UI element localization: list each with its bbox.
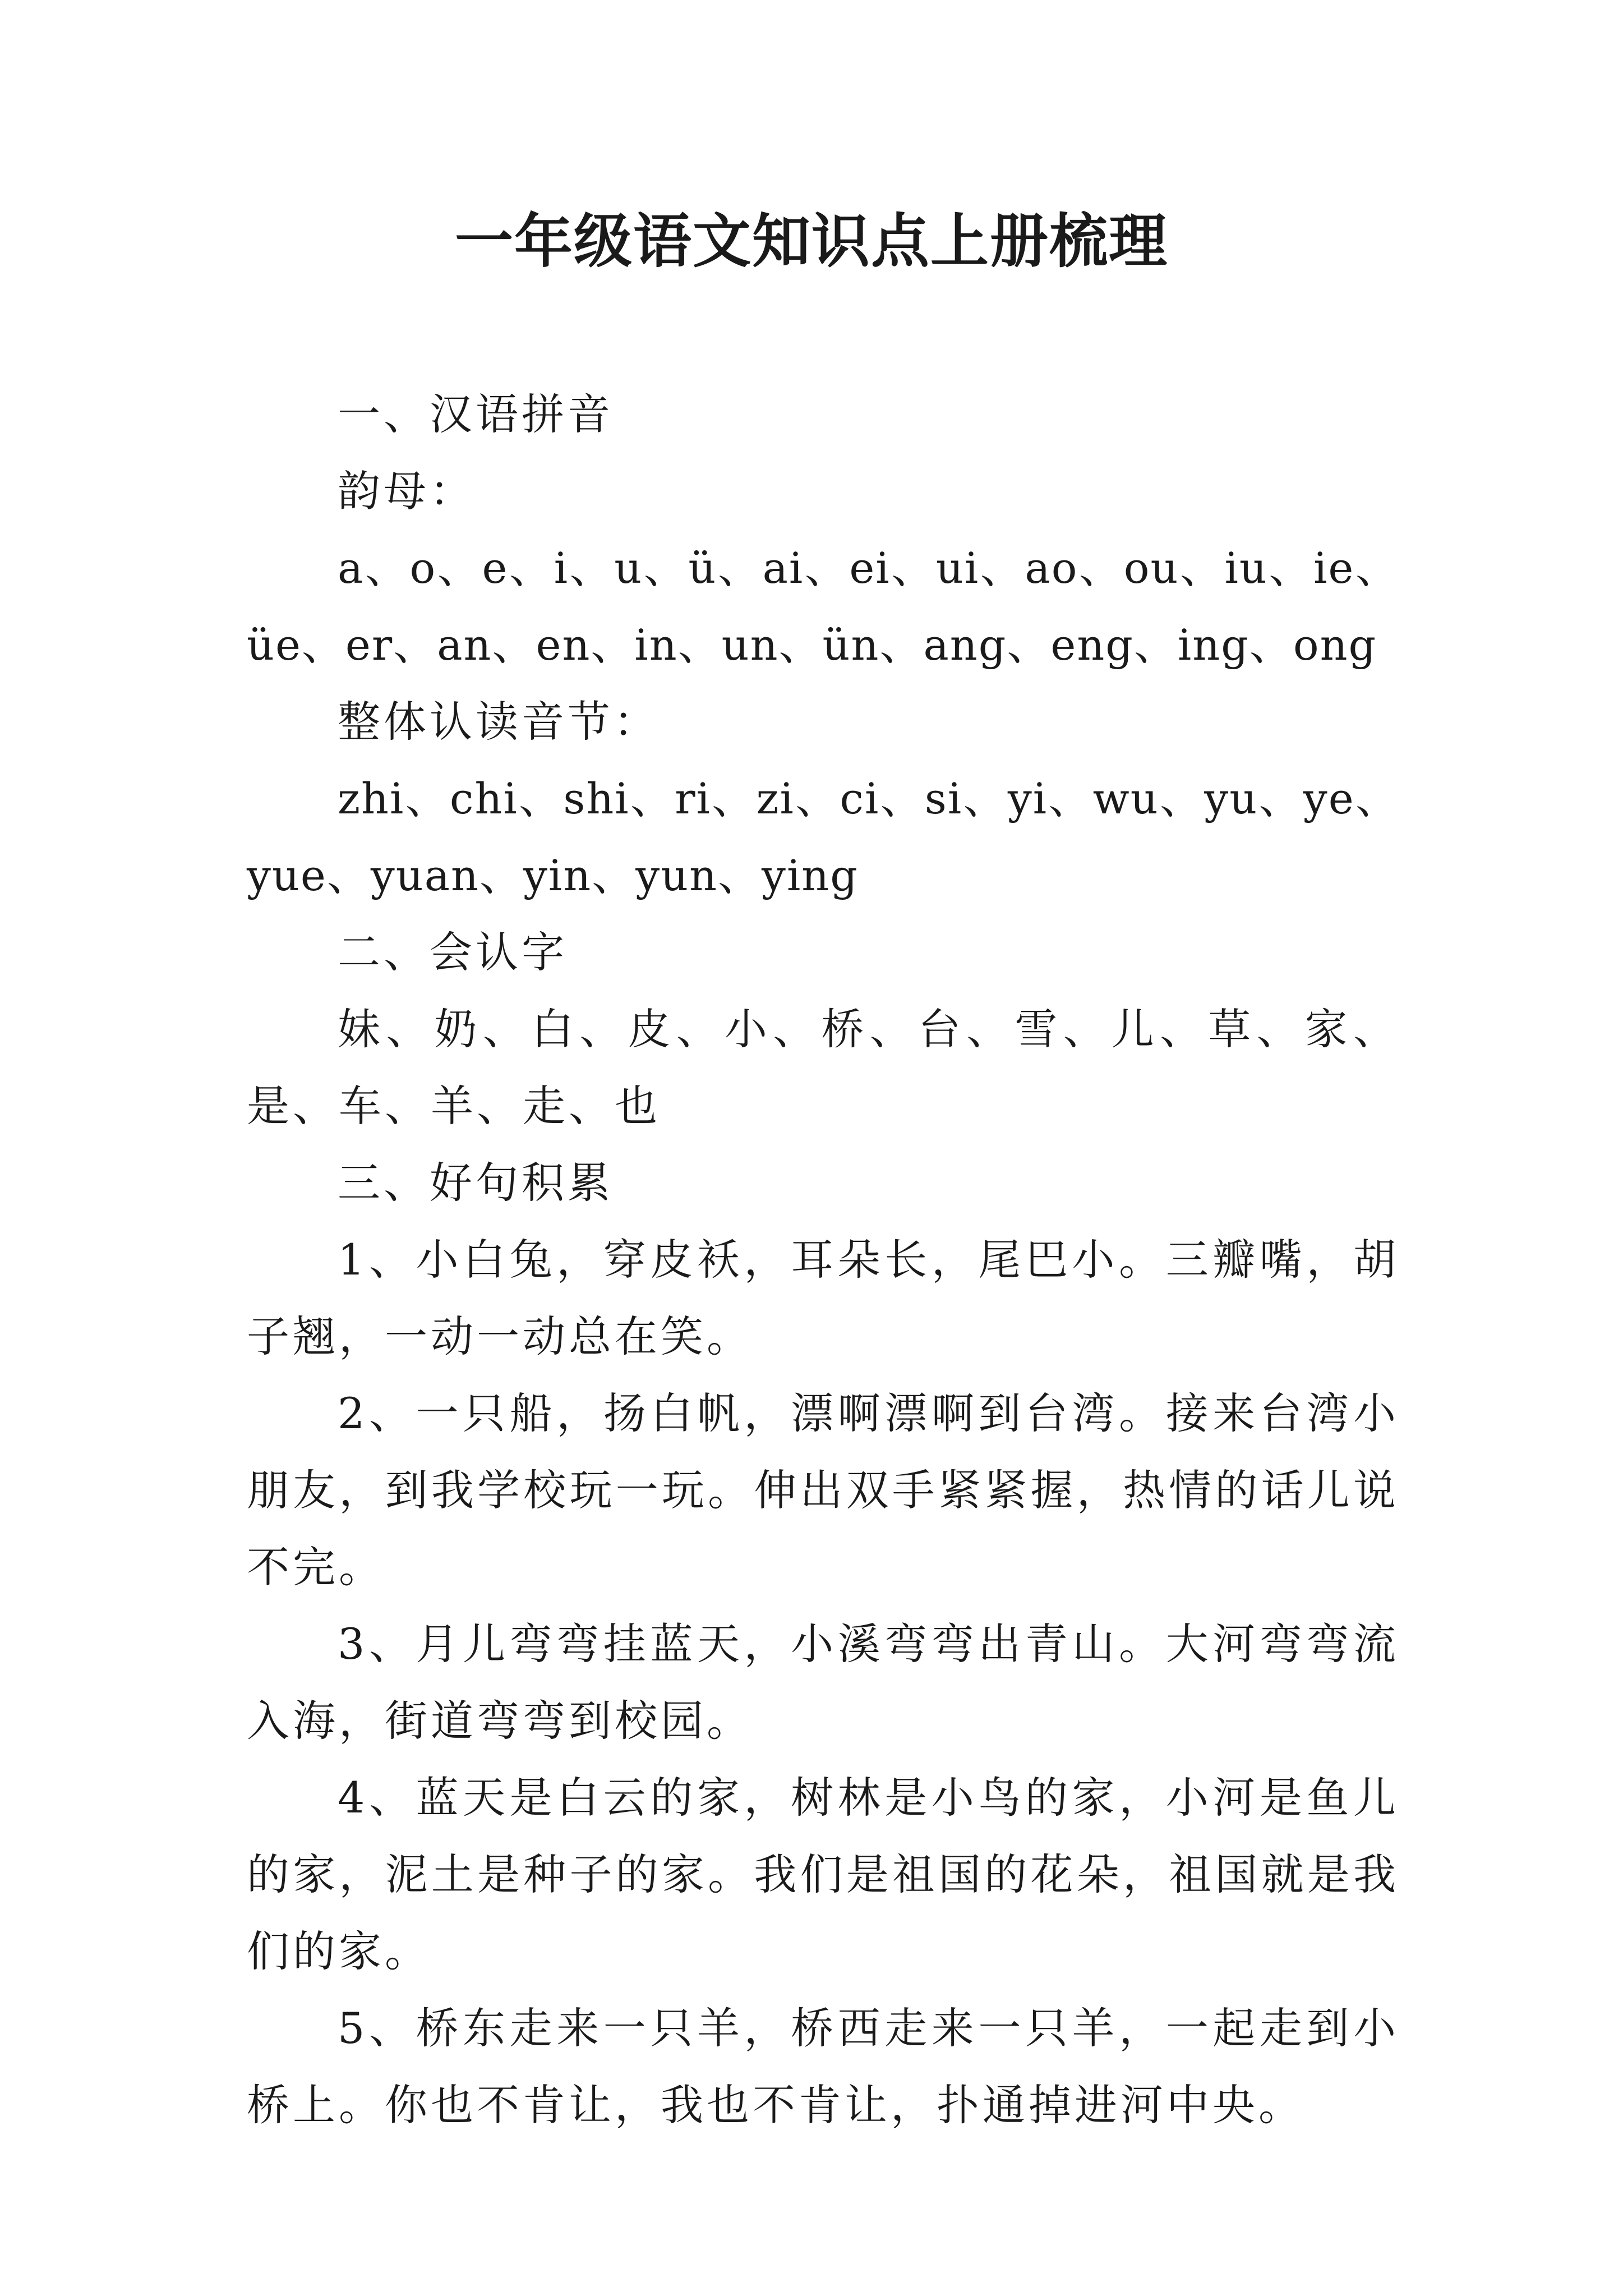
- section-heading-characters: 二、会认字: [338, 927, 568, 977]
- finals-list: a、o、e、i、u、ü、ai、ei、ui、ao、ou、iu、ie、üe、er、an、en、in、un、ün、ang、eng、ing、ong: [247, 543, 1399, 670]
- page-title: 一年级语文知识点上册梳理: [454, 206, 1168, 275]
- sentence-item: 1、小白兔，穿皮袄，耳朵长，尾巴小。三瓣嘴，胡子翘，一动一动总在笑。: [247, 1235, 1399, 1361]
- sentence-item: 2、一只船，扬白帆，漂啊漂啊到台湾。接来台湾小朋友，到我学校玩一玩。伸出双手紧紧握，热情的话儿说不完。: [247, 1388, 1399, 1592]
- characters-list: 妹、奶、白、皮、小、桥、台、雪、儿、草、家、是、车、羊、走、也: [247, 1004, 1399, 1131]
- sentence-item: 5、桥东走来一只羊，桥西走来一只羊，一起走到小桥上。你也不肯让，我也不肯让，扑通掉进河中央。: [247, 2003, 1399, 2130]
- subheading-finals: 韵母：: [338, 466, 476, 516]
- section-heading-pinyin: 一、汉语拼音: [338, 389, 614, 439]
- sentence-item: 3、月儿弯弯挂蓝天，小溪弯弯出青山。大河弯弯流入海，街道弯弯到校园。: [247, 1619, 1399, 1746]
- subheading-whole-syllables: 整体认读音节：: [338, 697, 660, 747]
- sentence-item: 4、蓝天是白云的家，树林是小鸟的家，小河是鱼儿的家，泥土是种子的家。我们是祖国的花朵，祖国就是我们的家。: [247, 1773, 1399, 1976]
- section-heading-sentences: 三、好句积累: [338, 1158, 614, 1208]
- whole-syllables-list: zhi、chi、shi、ri、zi、ci、si、yi、wu、yu、ye、yue、yuan、yin、yun、ying: [247, 774, 1399, 900]
- document-body: [247, 376, 1399, 2143]
